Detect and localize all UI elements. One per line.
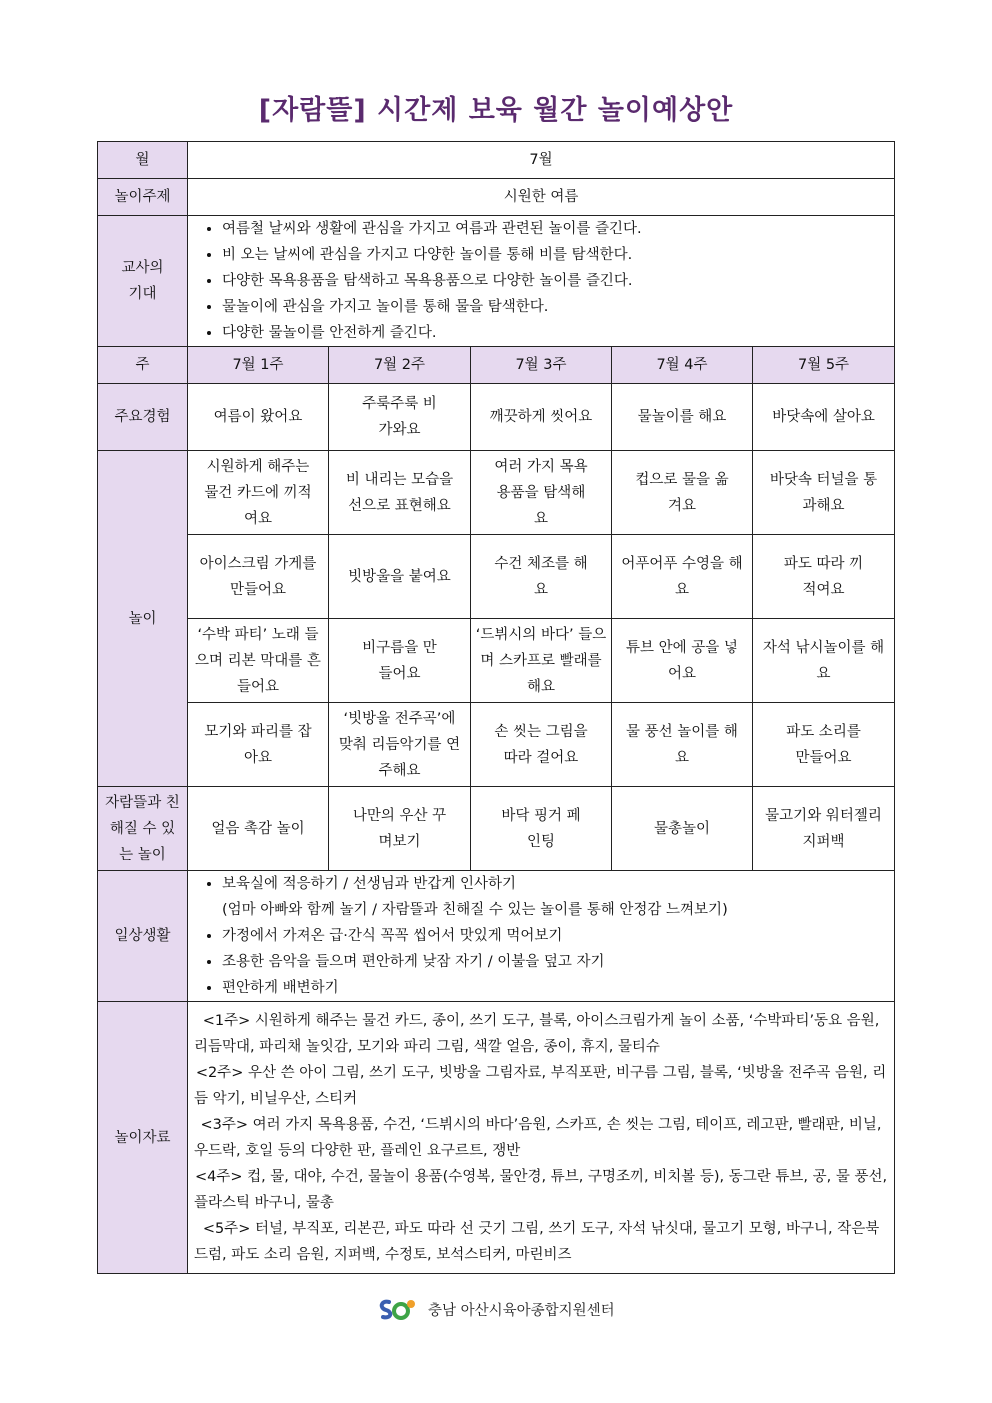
friendly-play-text: 물고기와 워터젤리 지퍼백 <box>765 807 882 850</box>
friendly-play-label-text: 자람뜰과 친해질 수 있는 놀이 <box>105 794 180 863</box>
theme-label: 놀이주제 <box>98 179 188 216</box>
experience-cell <box>188 384 329 451</box>
experience-cell <box>329 384 471 451</box>
week-header: 7월 3주 <box>471 347 612 384</box>
friendly-play-cell <box>471 787 612 871</box>
play-text: 수건 체조를 해요 <box>494 555 588 598</box>
friendly-play-text: 바닥 핑거 페인팅 <box>501 807 581 850</box>
experience-text: 물놀이를 해요 <box>637 409 727 425</box>
experience-label: 주요경험 <box>98 384 188 451</box>
play-label: 놀이 <box>98 451 188 787</box>
page-title: [자람뜰] 시간제 보육 월간 놀이예상안 <box>258 95 734 126</box>
play-text: 비 내리는 모습을 선으로 표현해요 <box>345 471 454 514</box>
expectation-item: • 물놀이에 관심을 가지고 놀이를 통해 물을 탐색한다. <box>222 294 888 320</box>
play-cell <box>471 703 612 787</box>
play-cell <box>471 451 612 535</box>
play-text: 여러 가지 목욕용품을 탐색해요 <box>494 458 588 527</box>
play-text: 파도 따라 끼적여요 <box>783 555 864 598</box>
materials-cell <box>188 1002 895 1274</box>
play-text: 손 씻는 그림을 따라 걸어요 <box>494 723 588 766</box>
daily-life-item: • 가정에서 가져온 급·간식 꼭꼭 씹어서 맛있게 먹어보기 <box>222 923 888 949</box>
expectation-row <box>98 216 895 347</box>
monthly-plan-table <box>97 141 895 1274</box>
play-text: 바닷속 터널을 통과해요 <box>769 471 878 514</box>
expectation-label-text: 교사의 기대 <box>121 260 164 302</box>
expectation-cell <box>188 216 895 347</box>
materials-row <box>98 1002 895 1274</box>
week-row <box>98 347 895 384</box>
play-text: 어푸어푸 수영을 해요 <box>621 555 743 598</box>
daily-life-item <box>222 871 888 923</box>
play-cell <box>612 703 753 787</box>
friendly-play-cell <box>329 787 471 871</box>
center-logo-icon <box>377 1296 417 1326</box>
play-cell <box>471 535 612 619</box>
week-header: 7월 4주 <box>612 347 753 384</box>
play-text: 자석 낚시놀이를 해요 <box>762 639 885 682</box>
daily-life-cell <box>188 871 895 1002</box>
daily-life-row <box>98 871 895 1002</box>
materials-label: 놀이자료 <box>98 1002 188 1274</box>
friendly-play-cell <box>753 787 895 871</box>
play-cell <box>188 535 329 619</box>
play-text: 모기와 파리를 잡아요 <box>204 723 312 766</box>
play-cell <box>753 451 895 535</box>
experience-text: 주룩주룩 비가와요 <box>362 396 437 438</box>
week-header: 7월 5주 <box>753 347 895 384</box>
daily-life-item-text: 보육실에 적응하기 / 선생님과 반갑게 인사하기 <box>222 876 517 892</box>
experience-cell <box>753 384 895 451</box>
friendly-play-cell <box>612 787 753 871</box>
play-text: 컵으로 물을 옮겨요 <box>635 471 729 514</box>
materials-week-1: <1주> 시원하게 해주는 물건 카드, 종이, 쓰기 도구, 블록, 아이스크림가게 놀이 소품, ‘수박파티’동요 음원, 리듬막대, 파리채 놀잇감, 모기와 파리 그림, 색깔 얼음, 종이, 휴지, 물티슈 <box>194 1012 880 1055</box>
daily-life-item-sub: (엄마 아빠와 함께 놀기 / 자람뜰과 친해질 수 있는 놀이를 통해 안정감 느껴보기) <box>222 902 728 918</box>
month-label: 월 <box>98 142 188 179</box>
week-header: 7월 1주 <box>188 347 329 384</box>
play-cell <box>188 619 329 703</box>
play-cell <box>329 451 471 535</box>
materials-week-4: <4주> 컵, 물, 대야, 수건, 물놀이 용품(수영복, 물안경, 튜브, 구명조끼, 비치볼 등), 동그란 튜브, 공, 물 풍선, 플라스틱 바구니, 물총 <box>194 1168 888 1211</box>
play-text: 아이스크림 가게를 만들어요 <box>199 555 317 598</box>
materials-week-3: <3주> 여러 가지 목욕용품, 수건, ‘드뷔시의 바다’음원, 스카프, 손 씻는 그림, 테이프, 레고판, 빨래판, 비닐, 우드락, 호일 등의 다양한 판, 플레인 요구르트, 쟁반 <box>194 1116 882 1159</box>
materials-week-2: <2주> 우산 쓴 아이 그림, 쓰기 도구, 빗방울 그림자료, 부직포판, 비구름 그림, 블록, ‘빗방울 전주곡 음원, 리듬 악기, 비닐우산, 스티커 <box>194 1064 887 1107</box>
play-cell <box>612 451 753 535</box>
friendly-play-text: 나만의 우산 꾸며보기 <box>352 807 447 850</box>
play-cell <box>612 619 753 703</box>
friendly-play-cell <box>188 787 329 871</box>
play-cell <box>471 619 612 703</box>
play-text: ‘빗방울 전주곡’에 맞춰 리듬악기를 연주해요 <box>338 710 461 779</box>
play-row <box>98 535 895 619</box>
expectation-label <box>98 216 188 347</box>
play-row <box>98 619 895 703</box>
materials-week-5: <5주> 터널, 부직포, 리본끈, 파도 따라 선 긋기 그림, 쓰기 도구, 자석 낚싯대, 물고기 모형, 바구니, 작은북 드럼, 파도 소리 음원, 지퍼백, 수정토, 보석스티커, 마린비즈 <box>194 1220 880 1263</box>
friendly-play-text: 물총놀이 <box>653 820 711 837</box>
play-cell <box>329 535 471 619</box>
experience-text: 여름이 왔어요 <box>213 409 303 425</box>
theme-row <box>98 179 895 216</box>
play-cell <box>753 703 895 787</box>
month-row <box>98 142 895 179</box>
footer-text: 충남 아산시육아종합지원센터 <box>427 1303 615 1319</box>
week-header: 7월 2주 <box>329 347 471 384</box>
friendly-play-text: 얼음 촉감 놀이 <box>211 820 305 837</box>
play-row <box>98 451 895 535</box>
play-text: 빗방울을 붙여요 <box>348 568 451 585</box>
expectation-item: • 비 오는 날씨에 관심을 가지고 다양한 놀이를 통해 비를 탐색한다. <box>222 242 888 268</box>
play-cell <box>753 535 895 619</box>
expectation-item: • 여름철 날씨와 생활에 관심을 가지고 여름과 관련된 놀이를 즐긴다. <box>222 216 888 242</box>
daily-life-label: 일상생활 <box>98 871 188 1002</box>
play-cell <box>612 535 753 619</box>
daily-life-item: • 편안하게 배변하기 <box>222 975 888 1001</box>
experience-row <box>98 384 895 451</box>
play-text: 시원하게 해주는 물건 카드에 끼적여요 <box>204 458 312 527</box>
experience-cell <box>612 384 753 451</box>
footer <box>0 1296 992 1326</box>
play-text: ‘수박 파티’ 노래 들으며 리본 막대를 흔들어요 <box>195 626 321 695</box>
experience-text: 깨끗하게 씻어요 <box>489 409 593 425</box>
play-cell <box>329 619 471 703</box>
expectation-item: • 다양한 목욕용품을 탐색하고 목욕용품으로 다양한 놀이를 즐긴다. <box>222 268 888 294</box>
play-cell <box>753 619 895 703</box>
play-cell <box>329 703 471 787</box>
friendly-play-label <box>98 787 188 871</box>
expectation-item: • 다양한 물놀이를 안전하게 즐긴다. <box>222 320 888 346</box>
theme-value: 시원한 여름 <box>188 179 895 216</box>
play-text: ‘드뷔시의 바다’ 들으며 스카프로 빨래를 해요 <box>475 626 607 695</box>
play-cell <box>188 703 329 787</box>
daily-life-list <box>194 871 888 1001</box>
month-value: 7월 <box>188 142 895 179</box>
play-text: 파도 소리를 만들어요 <box>786 723 861 766</box>
expectation-list <box>194 216 888 346</box>
daily-life-item: • 조용한 음악을 들으며 편안하게 낮잠 자기 / 이불을 덮고 자기 <box>222 949 888 975</box>
experience-text: 바닷속에 살아요 <box>772 409 875 425</box>
play-row <box>98 703 895 787</box>
play-text: 비구름을 만들어요 <box>362 639 437 682</box>
friendly-play-row <box>98 787 895 871</box>
play-text: 튜브 안에 공을 넣어요 <box>626 639 738 682</box>
experience-cell <box>471 384 612 451</box>
week-label: 주 <box>98 347 188 384</box>
play-cell <box>188 451 329 535</box>
play-text: 물 풍선 놀이를 해요 <box>626 723 738 766</box>
